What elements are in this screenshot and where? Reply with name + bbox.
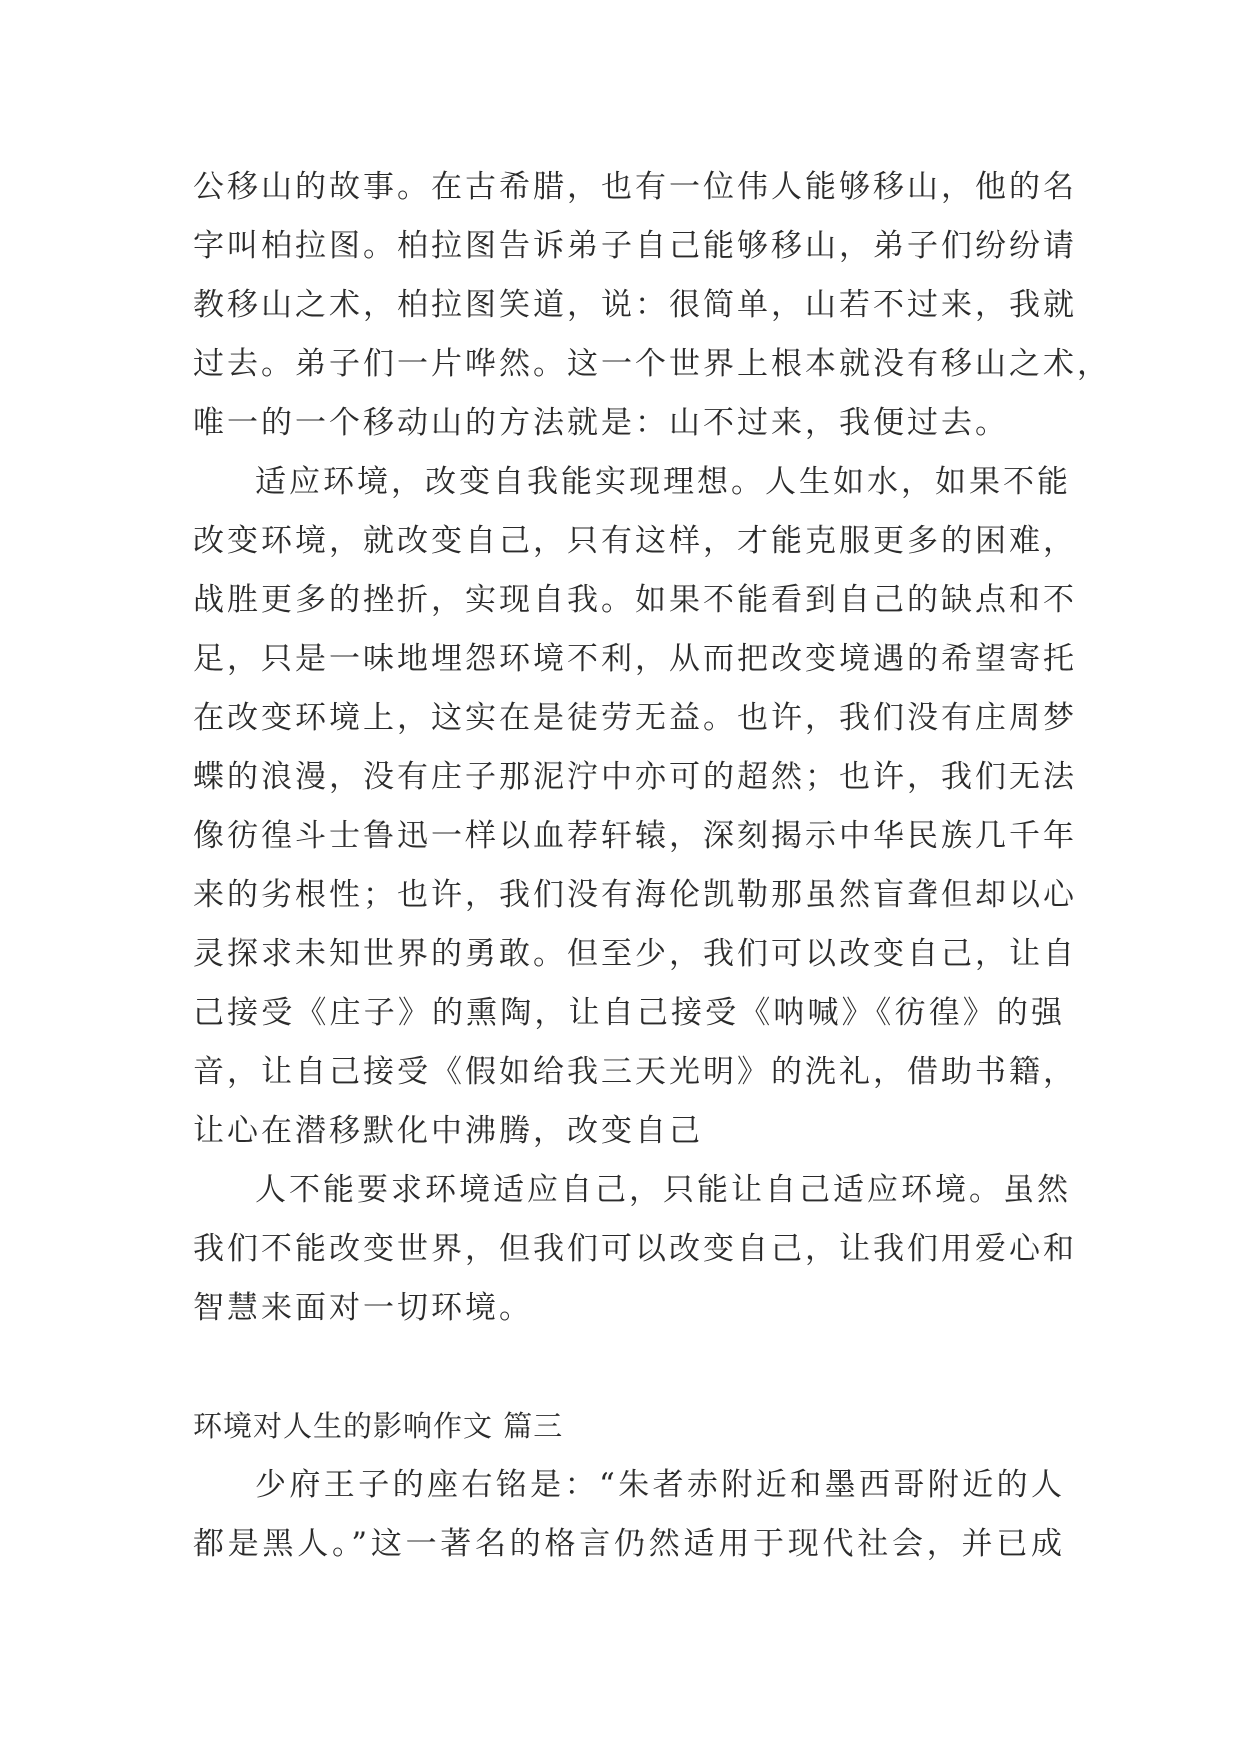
paragraph-2 [193,453,1077,1161]
text-line: 让心在潜移默化中沸腾，改变自己 [193,1113,703,1149]
text-line: 音，让自己接受《假如给我三天光明》的洗礼，借助书籍， [193,1054,1077,1090]
text-line: 战胜更多的挫折，实现自我。如果不能看到自己的缺点和不 [193,582,1077,618]
text-line: 人不能要求环境适应自己，只能让自己适应环境。虽然 [255,1172,1071,1208]
paragraph-4 [193,1456,1065,1574]
text-line: 像彷徨斗士鲁迅一样以血荐轩辕，深刻揭示中华民族几千年 [193,818,1077,854]
text-line: 我们不能改变世界，但我们可以改变自己，让我们用爱心和 [193,1231,1077,1267]
text-line: 己接受《庄子》的熏陶，让自己接受《呐喊》《彷徨》的强 [193,995,1065,1031]
text-line: 字叫柏拉图。柏拉图告诉弟子自己能够移山，弟子们纷纷请 [193,228,1077,264]
text-line: 改变环境，就改变自己，只有这样，才能克服更多的困难， [193,523,1077,559]
text-line: 蝶的浪漫，没有庄子那泥泞中亦可的超然；也许，我们无法 [193,759,1077,795]
text-line: 过去。弟子们一片哗然。这一个世界上根本就没有移山之术， [193,346,1111,382]
paragraph-1 [193,158,1111,453]
text-line: 适应环境，改变自我能实现理想。人生如水，如果不能 [255,464,1071,500]
text-line: 都是黑人。”这一著名的格言仍然适用于现代社会，并已成 [193,1526,1065,1562]
text-line: 来的劣根性；也许，我们没有海伦凯勒那虽然盲聋但却以心 [193,877,1077,913]
text-line: 唯一的一个移动山的方法就是：山不过来，我便过去。 [193,405,1009,441]
text-line: 公移山的故事。在古希腊，也有一位伟人能够移山，他的名 [193,169,1077,205]
text-line: 教移山之术，柏拉图笑道，说：很简单，山若不过来，我就 [193,287,1077,323]
text-line: 在改变环境上，这实在是徒劳无益。也许，我们没有庄周梦 [193,700,1077,736]
section-heading: 环境对人生的影响作文 篇三 [193,1409,564,1443]
text-line: 少府王子的座右铭是：“朱者赤附近和墨西哥附近的人 [255,1467,1065,1503]
paragraph-3 [193,1161,1077,1338]
document-body [193,158,1111,1574]
text-line: 智慧来面对一切环境。 [193,1290,533,1326]
text-line: 灵探求未知世界的勇敢。但至少，我们可以改变自己，让自 [193,936,1077,972]
text-line: 足，只是一味地埋怨环境不利，从而把改变境遇的希望寄托 [193,641,1077,677]
